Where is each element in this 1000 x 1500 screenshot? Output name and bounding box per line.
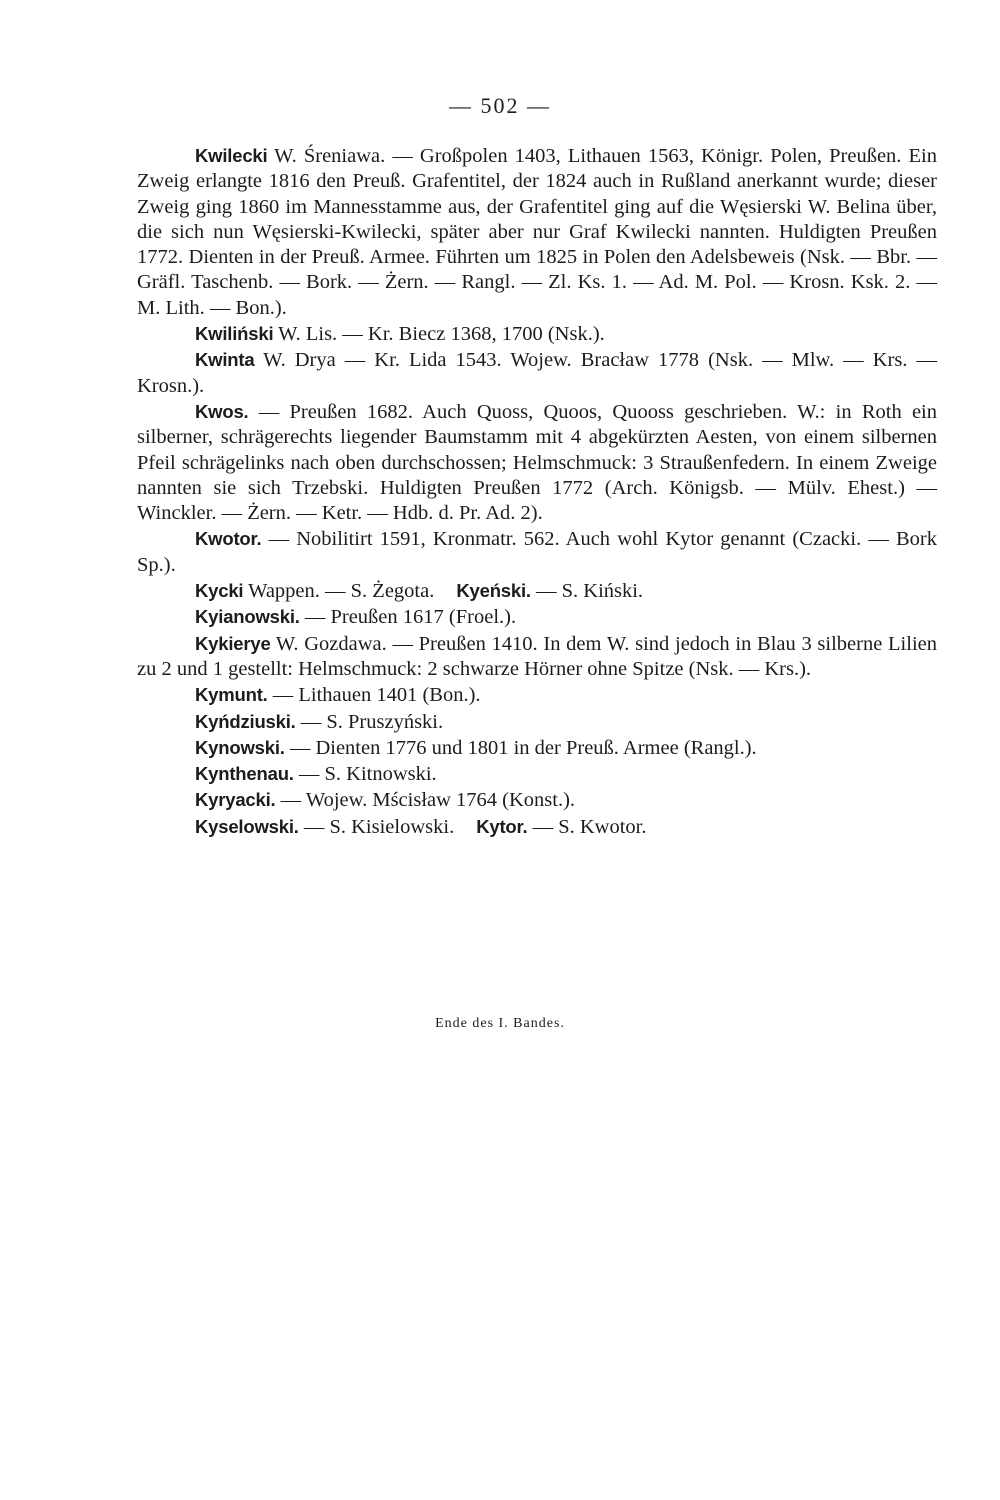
entry — [137, 735, 937, 761]
entry-headword: Kyryacki. — [195, 789, 276, 811]
entry-headword: Kwotor. — [195, 528, 262, 550]
entry-text: — S. Kitnowski. — [293, 763, 437, 786]
page-number: — 502 — — [449, 93, 551, 118]
entry-headword: Kycki — [195, 580, 244, 602]
entry — [137, 709, 937, 735]
entry-text: W. Lis. — Kr. Biecz 1368, 1700 (Nsk.). — [273, 323, 605, 346]
entry — [137, 321, 937, 347]
entry — [137, 682, 937, 708]
entry-headword: Kymunt. — [195, 684, 268, 706]
entry-headword: Kyselowski. — [195, 815, 299, 837]
entry-headword: Kwiliński — [195, 323, 274, 345]
entry-text: — Preußen 1617 (Froel.). — [299, 606, 517, 629]
entry-headword: Kyeński. — [456, 580, 531, 602]
entry-text: W. Śreniawa. — Großpolen 1403, Lithauen 1563, Königr. Polen, Preußen. Ein Zweig erlangte 1816 den Preuß. Grafentitel, der 1824 auch in Rußland anerkannt wurde; dieser Zweig ging 1860 im Mannesstamme aus, der Grafentitel ging auf die Węsierski W. Belina über, die sich nun Węsierski-Kwilecki, später aber nur Graf Kwilecki nannten. Huldigten Preußen 1772. Dienten in der Preuß. Armee. Führten um 1825 in Polen den Adelsbeweis (Nsk. — Bbr. — Gräfl. Taschenb. — Bork. — Żern. — Rangl. — Zl. Ks. 1. — Ad. M. Pol. — Krosn. Ksk. 2. — M. Lith. — Bon.). — [137, 145, 937, 319]
entry-text: — Preußen 1682. Auch Quoss, Quoos, Quooss geschrieben. W.: in Roth ein silberner, schrägerechts liegender Baumstamm mit 4 abgekürzten Aesten, von einem silbernen Pfeil schrägelinks nach oben durchschossen; Helmschmuck: 3 Straußenfedern. In einem Zweige nannten sie sich Trzebski. Huldigten Preußen 1772 (Arch. Königsb. — Mülv. Ehest.) — Winckler. — Żern. — Ketr. — Hdb. d. Pr. Ad. 2). — [137, 400, 937, 525]
inline-entry — [456, 580, 643, 602]
entry-headword: Kyńdziuski. — [195, 710, 296, 732]
entry-headword: Kynowski. — [195, 736, 285, 758]
entry-text: W. Drya — Kr. Lida 1543. Wojew. Bracław 1778 (Nsk. — Mlw. — Krs. — Krosn.). — [137, 349, 937, 397]
entry-headword: Kwilecki — [195, 145, 268, 166]
entry-headword: Kytor. — [476, 815, 528, 837]
entry — [137, 761, 937, 787]
entry-text: — S. Kwotor. — [527, 815, 647, 838]
inline-entry — [476, 816, 646, 838]
entry-headword: Kykierye — [195, 632, 271, 654]
dictionary-entries — [137, 143, 937, 840]
entry-text: — Dienten 1776 und 1801 in der Preuß. Armee (Rangl.). — [284, 736, 757, 759]
entry — [137, 399, 937, 526]
entry — [137, 578, 937, 604]
entry — [137, 347, 937, 399]
entry-text: — S. Pruszyński. — [295, 710, 444, 733]
entry-headword: Kwinta — [195, 349, 255, 371]
entry — [137, 631, 937, 683]
entry-text: — Wojew. Mścisław 1764 (Konst.). — [275, 789, 576, 812]
entry-text: — S. Kiński. — [530, 580, 644, 603]
entry-headword: Kyianowski. — [195, 606, 300, 628]
entry — [137, 143, 937, 321]
entry-text: W. Gozdawa. — Preußen 1410. In dem W. sind jedoch in Blau 3 silberne Lilien zu 2 und 1 gestellt: Helmschmuck: 2 schwarze Hörner ohne Spitze (Nsk. — Krs.). — [137, 632, 937, 680]
entry — [137, 814, 937, 840]
entry-text: — Lithauen 1401 (Bon.). — [267, 684, 481, 707]
entry — [137, 604, 937, 630]
entry-text: — Nobilitirt 1591, Kronmatr. 562. Auch wohl Kytor genannt (Czacki. — Bork Sp.). — [137, 528, 937, 576]
volume-end-note: Ende des I. Bandes. — [435, 1016, 565, 1031]
entry — [137, 787, 937, 813]
entry-headword: Kynthenau. — [195, 763, 294, 785]
entry — [137, 526, 937, 578]
entry-headword: Kwos. — [195, 400, 249, 422]
entry-text: — S. Kisielowski. — [298, 815, 455, 838]
entry-text: Wappen. — S. Żegota. — [243, 580, 435, 603]
